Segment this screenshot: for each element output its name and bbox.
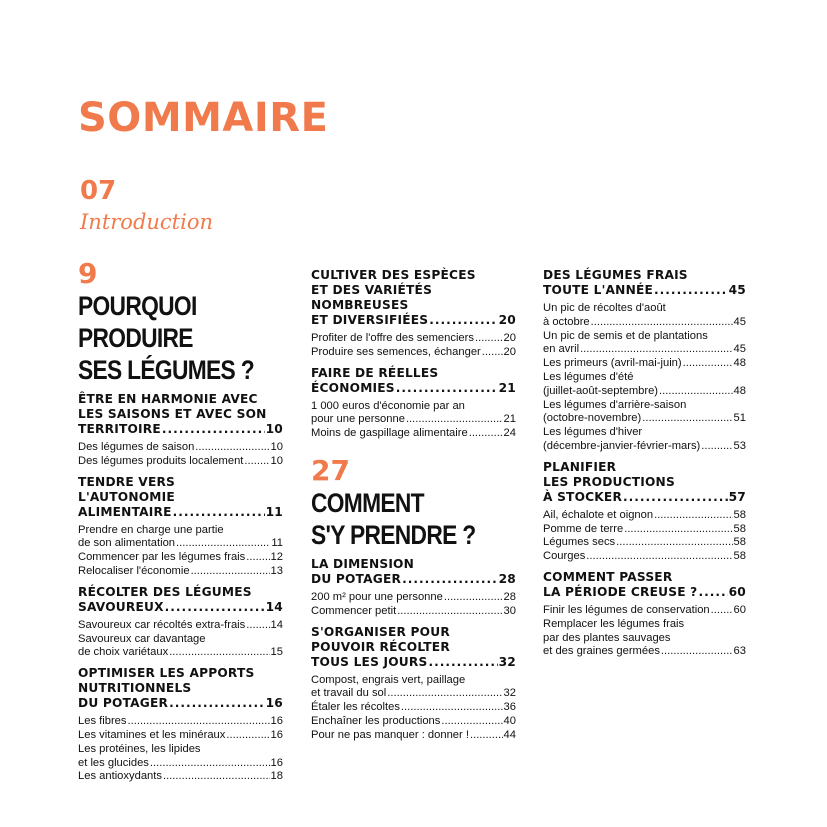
- entry-line: [543, 550, 746, 564]
- entry-list: [311, 332, 516, 360]
- toc-section: [78, 392, 283, 469]
- section-heading: TENDRE VERS: [78, 474, 176, 489]
- entry-line: [311, 715, 516, 729]
- section-heading: [78, 505, 283, 520]
- dot-leader: [173, 505, 265, 520]
- toc-entry[interactable]: [543, 302, 746, 330]
- page-number: 15: [270, 646, 283, 659]
- section-heading: [311, 313, 516, 328]
- page-number: 60: [728, 584, 746, 599]
- toc-section: [311, 557, 516, 619]
- section-heading-text: LA PÉRIODE CREUSE ?: [543, 584, 698, 599]
- section-heading: LES PRODUCTIONS: [543, 474, 675, 489]
- entry-line: [78, 729, 283, 743]
- entry-line: Remplacer les légumes frais: [543, 617, 685, 630]
- page-number: 11: [271, 537, 283, 550]
- page-number: 60: [733, 603, 746, 616]
- entry-line-text: Courges: [543, 550, 586, 563]
- dot-leader: [428, 655, 497, 670]
- page-title: SOMMAIRE: [78, 95, 329, 141]
- toc-entry[interactable]: [543, 426, 746, 454]
- dot-leader: [226, 729, 269, 743]
- page-number: 58: [733, 508, 746, 521]
- dot-leader: [661, 645, 733, 659]
- section-heading: [311, 381, 516, 396]
- section-heading: LES SAISONS ET AVEC SON: [78, 407, 267, 421]
- page-number: 11: [265, 504, 283, 519]
- page-number: 16: [270, 756, 283, 769]
- section-heading: RÉCOLTER DES LÉGUMES: [78, 584, 252, 599]
- dot-leader: [191, 565, 270, 579]
- entry-line-text: Pomme de terre: [543, 522, 624, 535]
- toc-section: [311, 625, 516, 743]
- toc-entry[interactable]: [78, 770, 283, 784]
- entry-line-text: 200 m² pour une personne: [311, 590, 443, 603]
- section-heading: OPTIMISER LES APPORTS: [78, 666, 255, 681]
- page-number: 44: [503, 728, 516, 741]
- dot-leader: [659, 385, 733, 399]
- dot-leader: [195, 441, 269, 455]
- section-heading: ÊTRE EN HARMONIE AVEC: [78, 392, 258, 406]
- dot-leader: [150, 757, 270, 771]
- entry-line: [311, 729, 516, 743]
- entry-line-text: Des légumes de saison: [78, 441, 195, 453]
- toc-section: [543, 570, 746, 659]
- toc-entry[interactable]: [543, 604, 746, 618]
- entry-line: [543, 343, 746, 357]
- section-heading: FAIRE DE RÉELLES: [311, 365, 439, 380]
- entry-line-text: Les primeurs (avril-mai-juin): [543, 357, 682, 370]
- toc-section: [543, 268, 746, 454]
- dot-leader: [586, 550, 732, 564]
- dot-leader: [683, 357, 733, 371]
- entry-line: 1 000 euros d'économie par an: [311, 399, 465, 412]
- section-heading: [311, 655, 516, 670]
- entry-line: [78, 537, 283, 551]
- entry-line: [543, 523, 746, 537]
- part-number: 27: [311, 453, 350, 487]
- dot-leader: [469, 427, 503, 441]
- entry-line: [543, 645, 746, 659]
- entry-list: [543, 509, 746, 564]
- entry-line-text: Moins de gaspillage alimentaire: [311, 427, 468, 440]
- dot-leader: [244, 455, 269, 469]
- page-number: 16: [270, 728, 283, 741]
- entry-line-text: de choix variétaux: [78, 646, 169, 659]
- page-number: 21: [503, 413, 516, 426]
- toc-entry[interactable]: [543, 357, 746, 371]
- entry-line-text: Commencer par les légumes frais: [78, 551, 246, 564]
- toc-column-2: [311, 262, 516, 743]
- dot-leader: [654, 283, 728, 298]
- section-heading: POUVOIR RÉCOLTER: [311, 639, 450, 654]
- page-number: 28: [503, 590, 516, 603]
- page-number: 20: [498, 313, 516, 327]
- section-heading-text: TOUS LES JOURS: [311, 654, 428, 669]
- section-heading-text: À STOCKER: [543, 489, 623, 504]
- toc-entry[interactable]: [78, 524, 283, 552]
- dot-leader: [387, 687, 502, 701]
- page-number: 32: [503, 687, 516, 700]
- part-title: POURQUOI PRODUIRE SES LÉGUMES ?: [78, 291, 254, 385]
- toc-entry[interactable]: [311, 701, 516, 715]
- entry-line-text: de son alimentation: [78, 537, 176, 550]
- toc-section: [311, 366, 516, 441]
- entry-line: [543, 604, 746, 618]
- entry-line: [311, 591, 516, 605]
- dot-leader: [163, 770, 270, 784]
- entry-line-text: et travail du sol: [311, 687, 387, 700]
- page-number: 10: [270, 454, 283, 467]
- entry-line: Les légumes d'arrière-saison: [543, 398, 687, 411]
- dot-leader: [624, 523, 732, 537]
- entry-line: [543, 385, 746, 399]
- entry-list: [311, 674, 516, 743]
- entry-line: Compost, engrais vert, paillage: [311, 673, 466, 686]
- section-heading: [78, 696, 283, 711]
- entry-line-text: Profiter de l'offre des semenciers: [311, 332, 474, 344]
- entry-list: [78, 524, 283, 579]
- entry-line-text: Pour ne pas manquer : donner !: [311, 728, 469, 741]
- dot-leader: [169, 646, 269, 660]
- section-heading-text: TERRITOIRE: [78, 422, 161, 436]
- entry-list: [78, 619, 283, 660]
- part-title: COMMENT S'Y PRENDRE ?: [311, 487, 476, 550]
- entry-line: Savoureux car davantage: [78, 632, 206, 645]
- section-heading-text: ALIMENTAIRE: [78, 504, 172, 519]
- entry-line: Prendre en charge une partie: [78, 523, 224, 536]
- section-heading: ET DES VARIÉTÉS: [311, 283, 433, 297]
- page-number: 16: [270, 715, 283, 728]
- dot-leader: [396, 381, 498, 396]
- intro-page-number: 07: [80, 176, 117, 206]
- page-number: 28: [498, 571, 516, 586]
- section-list: [543, 268, 746, 659]
- toc-entry[interactable]: [78, 551, 283, 565]
- entry-line-text: et des graines germées: [543, 645, 660, 658]
- dot-leader: [162, 422, 265, 437]
- page-number: 48: [733, 357, 746, 370]
- toc-entry[interactable]: [78, 455, 283, 469]
- section-heading-text: DU POTAGER: [311, 571, 402, 586]
- entry-line: [311, 701, 516, 715]
- toc-entry[interactable]: [311, 346, 516, 360]
- entry-line: [78, 565, 283, 579]
- entry-line-text: (décembre-janvier-février-mars): [543, 439, 701, 452]
- dot-leader: [128, 715, 270, 729]
- page-number: 16: [265, 696, 283, 711]
- intro-label: Introduction: [80, 210, 213, 234]
- dot-leader: [591, 316, 733, 330]
- section-heading: [78, 422, 283, 437]
- page-number: 14: [265, 599, 283, 614]
- dot-leader: [444, 591, 503, 605]
- page-number: 13: [270, 564, 283, 577]
- page-number: 12: [270, 551, 283, 564]
- entry-line-text: à octobre: [543, 315, 590, 328]
- dot-leader: [475, 332, 503, 346]
- part-number: 9: [78, 257, 98, 290]
- section-heading: NOMBREUSES: [311, 298, 409, 312]
- entry-line-text: en avril: [543, 343, 580, 356]
- page-number: 53: [733, 439, 746, 452]
- entry-line: Les légumes d'hiver: [543, 426, 643, 439]
- toc-entry[interactable]: [543, 550, 746, 564]
- entry-line: [78, 441, 283, 455]
- toc-entry[interactable]: [543, 330, 746, 358]
- page-number: 58: [733, 522, 746, 535]
- entry-line: [78, 455, 283, 469]
- section-heading-text: ET DIVERSIFIÉES: [311, 313, 429, 327]
- dot-leader: [580, 343, 732, 357]
- section-heading: S'ORGANISER POUR: [311, 624, 450, 639]
- toc-entry[interactable]: [311, 427, 516, 441]
- dot-leader: [246, 619, 269, 633]
- toc-entry[interactable]: [543, 371, 746, 399]
- section-heading: LA DIMENSION: [311, 556, 415, 571]
- toc-entry[interactable]: [311, 674, 516, 702]
- toc-column-1: [78, 258, 283, 784]
- page-number: 10: [270, 441, 283, 453]
- entry-line: Les protéines, les lipides: [78, 742, 201, 755]
- entry-line-text: et les glucides: [78, 756, 149, 769]
- section-heading: PLANIFIER: [543, 459, 617, 474]
- entry-list: [543, 302, 746, 454]
- entry-line: [543, 412, 746, 426]
- page-number: 20: [503, 345, 516, 358]
- entry-line-text: pour une personne: [311, 413, 405, 426]
- entry-line: [311, 427, 516, 441]
- section-list: [311, 557, 516, 743]
- page-number: 24: [503, 427, 516, 440]
- toc-entry[interactable]: [543, 536, 746, 550]
- entry-line: [78, 551, 283, 565]
- toc-entry[interactable]: [543, 618, 746, 659]
- page-number: 51: [733, 412, 746, 425]
- toc-entry[interactable]: [78, 729, 283, 743]
- toc-entry[interactable]: [311, 605, 516, 619]
- dot-leader: [402, 572, 498, 587]
- toc-entry[interactable]: [311, 332, 516, 346]
- entry-line: [78, 619, 283, 633]
- entry-line-text: Finir les légumes de conservation: [543, 603, 710, 616]
- entry-line-text: Ail, échalote et oignon: [543, 508, 654, 521]
- page-number: 45: [733, 315, 746, 328]
- dot-leader: [176, 537, 270, 551]
- toc-section: [78, 666, 283, 784]
- page-number: 57: [728, 489, 746, 504]
- section-heading: [543, 585, 746, 600]
- entry-line: [78, 757, 283, 771]
- section-heading: L'AUTONOMIE: [78, 489, 175, 504]
- page-number: 18: [270, 770, 283, 783]
- entry-line-text: (octobre-novembre): [543, 412, 642, 425]
- toc-entry[interactable]: [311, 715, 516, 729]
- page-number: 32: [498, 654, 516, 669]
- toc-section: [543, 460, 746, 564]
- entry-line-text: Étaler les récoltes: [311, 701, 400, 714]
- entry-line: par des plantes sauvages: [543, 631, 671, 644]
- section-heading: [543, 490, 746, 505]
- section-heading: NUTRITIONNELS: [78, 681, 192, 696]
- toc-column-3: [543, 262, 746, 659]
- toc-entry[interactable]: [78, 743, 283, 771]
- toc-entry[interactable]: [311, 591, 516, 605]
- toc-entry[interactable]: [78, 715, 283, 729]
- toc-section: [78, 585, 283, 660]
- entry-line: [543, 536, 746, 550]
- toc-entry[interactable]: [543, 523, 746, 537]
- entry-line-text: Les vitamines et les minéraux: [78, 728, 226, 741]
- dot-leader: [401, 701, 503, 715]
- entry-line: [543, 509, 746, 523]
- page-number: 48: [733, 384, 746, 397]
- section-heading: [311, 572, 516, 587]
- entry-line: [78, 770, 283, 784]
- dot-leader: [616, 536, 732, 550]
- entry-line: Un pic de récoltes d'août: [543, 302, 666, 314]
- dot-leader: [698, 585, 727, 600]
- entry-line-text: Légumes secs: [543, 536, 616, 549]
- page-number: 36: [503, 701, 516, 714]
- dot-leader: [397, 605, 502, 619]
- entry-list: [78, 441, 283, 469]
- page-number: 10: [265, 422, 283, 436]
- page-number: 30: [503, 604, 516, 617]
- dot-leader: [169, 696, 265, 711]
- toc-entry[interactable]: [311, 729, 516, 743]
- section-heading: [78, 600, 283, 615]
- entry-line: [311, 687, 516, 701]
- dot-leader: [246, 551, 269, 565]
- entry-line: [543, 316, 746, 330]
- entry-line: [78, 715, 283, 729]
- page-number: 58: [733, 550, 746, 563]
- entry-line: [78, 646, 283, 660]
- section-heading: [543, 283, 746, 298]
- entry-list: [311, 591, 516, 619]
- entry-line: [543, 357, 746, 371]
- page-number: 58: [733, 536, 746, 549]
- toc-entry[interactable]: [78, 633, 283, 661]
- entry-line-text: (juillet-août-septembre): [543, 384, 659, 397]
- dot-leader: [482, 346, 503, 360]
- entry-line-text: Enchaîner les productions: [311, 714, 441, 727]
- toc-section: [311, 268, 516, 360]
- dot-leader: [429, 313, 497, 328]
- entry-line-text: Des légumes produits localement: [78, 454, 244, 467]
- toc-entry[interactable]: [78, 565, 283, 579]
- section-list: [311, 268, 516, 441]
- entry-line: [543, 440, 746, 454]
- page-number: 14: [270, 618, 283, 631]
- entry-line-text: Les fibres: [78, 715, 127, 728]
- toc-entry[interactable]: [543, 399, 746, 427]
- toc-entry[interactable]: [78, 619, 283, 633]
- section-heading-text: TOUTE L'ANNÉE: [543, 283, 654, 297]
- page-number: 63: [733, 645, 746, 658]
- section-heading: DES LÉGUMES FRAIS: [543, 268, 688, 282]
- entry-line: [311, 346, 516, 360]
- entry-line: Un pic de semis et de plantations: [543, 329, 708, 342]
- entry-line-text: Relocaliser l'économie: [78, 564, 190, 577]
- section-heading: CULTIVER DES ESPÈCES: [311, 268, 476, 282]
- entry-list: [78, 715, 283, 784]
- dot-leader: [406, 413, 503, 427]
- entry-line: [311, 332, 516, 346]
- dot-leader: [711, 604, 733, 618]
- entry-line-text: Produire ses semences, échanger: [311, 345, 481, 358]
- section-heading-text: ÉCONOMIES: [311, 380, 395, 395]
- section-heading-text: SAVOUREUX: [78, 599, 164, 614]
- section-list: [78, 392, 283, 784]
- page-number: 40: [503, 714, 516, 727]
- dot-leader: [623, 490, 728, 505]
- dot-leader: [470, 729, 503, 743]
- page-number: 45: [728, 283, 746, 297]
- toc-section: [78, 475, 283, 579]
- section-heading-text: DU POTAGER: [78, 696, 169, 711]
- entry-line-text: Les antioxydants: [78, 770, 162, 783]
- page-number: 21: [498, 380, 516, 395]
- toc-entry[interactable]: [543, 509, 746, 523]
- entry-line-text: Commencer petit: [311, 604, 397, 617]
- dot-leader: [165, 600, 265, 615]
- dot-leader: [642, 412, 732, 426]
- entry-line: [311, 605, 516, 619]
- toc-entry[interactable]: [311, 400, 516, 428]
- entry-line: [311, 413, 516, 427]
- dot-leader: [654, 509, 732, 523]
- entry-line: Les légumes d'été: [543, 370, 634, 383]
- entry-list: [311, 400, 516, 441]
- page-number: 45: [733, 343, 746, 356]
- page-number: 20: [503, 332, 516, 344]
- toc-entry[interactable]: [78, 441, 283, 455]
- entry-list: [543, 604, 746, 659]
- section-heading: COMMENT PASSER: [543, 569, 673, 584]
- dot-leader: [441, 715, 502, 729]
- dot-leader: [701, 440, 732, 454]
- entry-line-text: Savoureux car récoltés extra-frais: [78, 618, 246, 631]
